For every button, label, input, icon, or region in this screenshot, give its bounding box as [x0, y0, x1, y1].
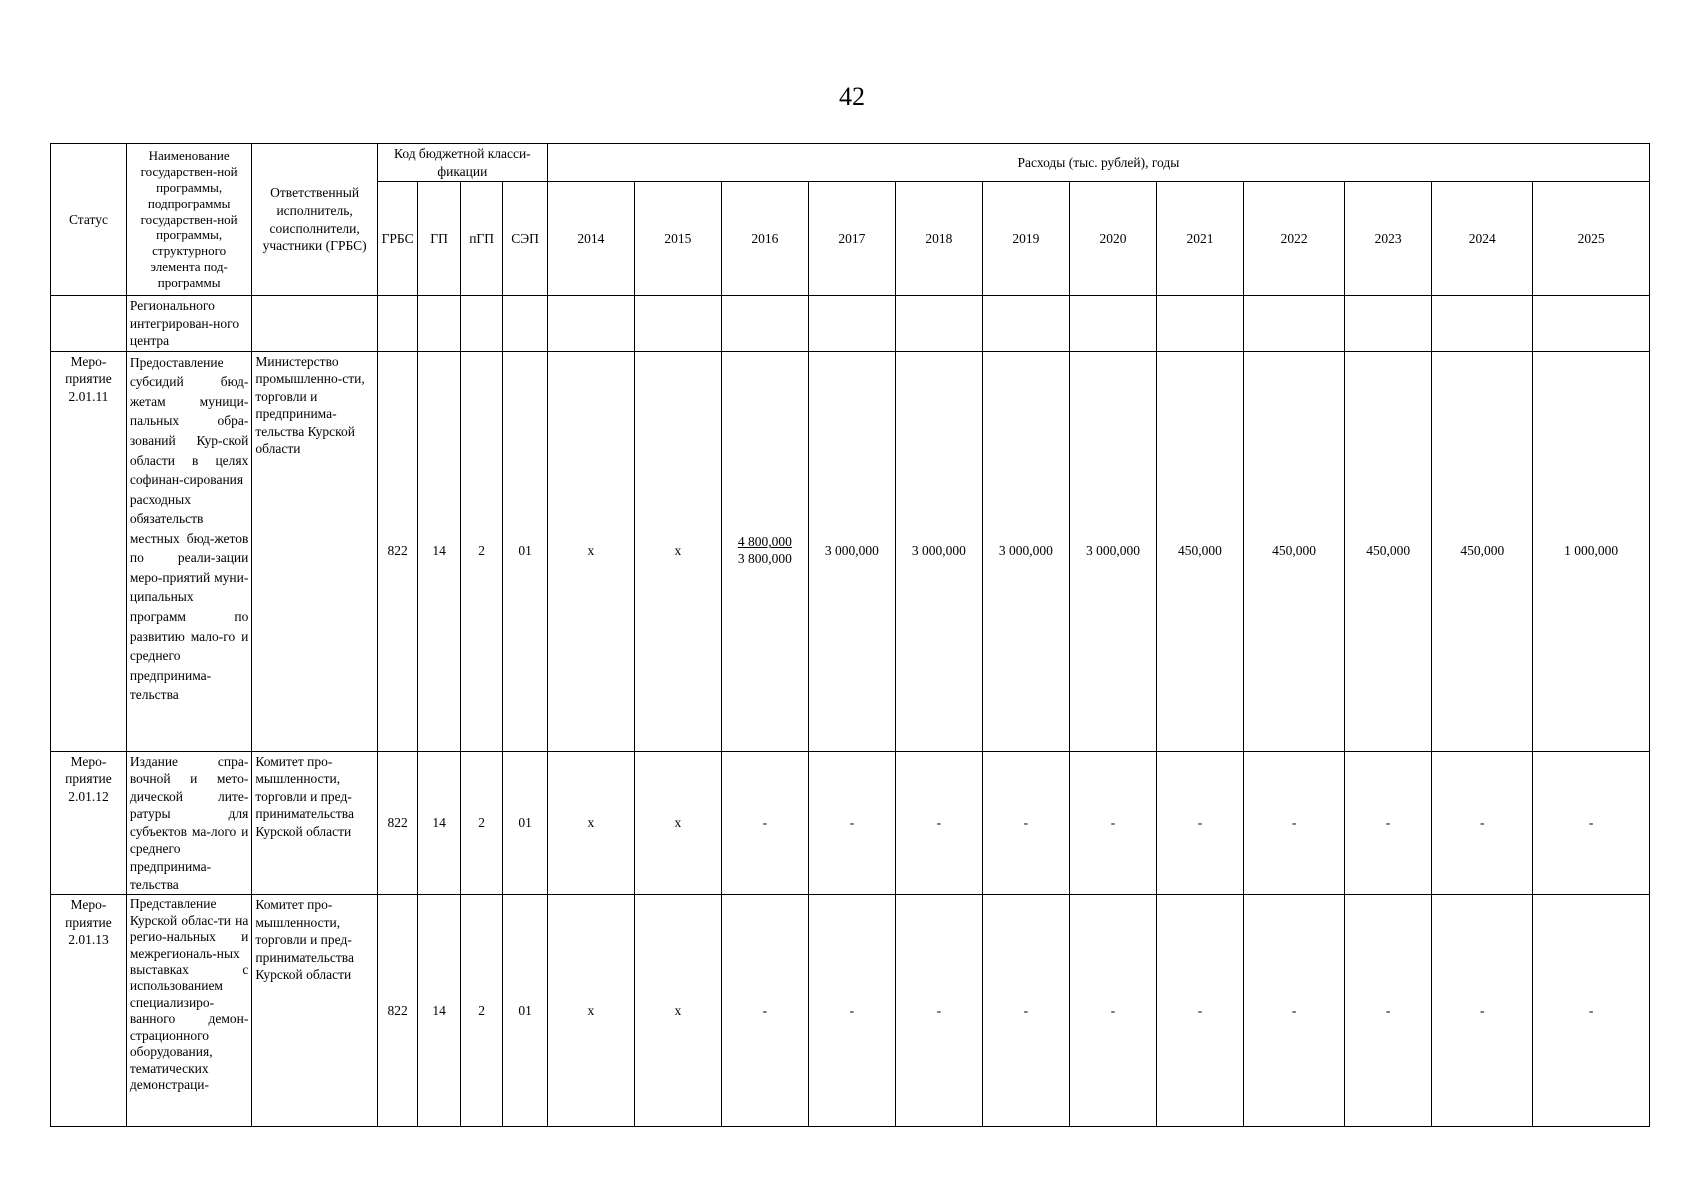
- row-value: х: [634, 895, 721, 1127]
- row-value: [895, 296, 982, 352]
- row-value: 450,000: [1345, 351, 1432, 751]
- row-value: -: [982, 895, 1069, 1127]
- row-value: х: [547, 751, 634, 894]
- value-2016-new: 3 800,000: [737, 551, 792, 567]
- header-year: 2017: [808, 182, 895, 296]
- row-value-2016: [721, 351, 808, 751]
- table-row: [51, 895, 1650, 1127]
- header-year: 2018: [895, 182, 982, 296]
- row-status: Меро-приятие 2.01.13: [51, 895, 127, 1127]
- row-value: 3 000,000: [982, 351, 1069, 751]
- row-value: -: [1345, 751, 1432, 894]
- row-value: [1345, 296, 1432, 352]
- table-row: [51, 751, 1650, 894]
- row-code: 822: [377, 895, 417, 1127]
- row-name: Регионального интегрирован-ного центра: [126, 296, 251, 352]
- row-code: 822: [377, 751, 417, 894]
- header-year: 2016: [721, 182, 808, 296]
- header-status: Статус: [51, 144, 127, 296]
- row-value: [1243, 296, 1344, 352]
- header-code-gp: ГП: [418, 182, 461, 296]
- header-year: 2020: [1069, 182, 1156, 296]
- row-value: -: [982, 751, 1069, 894]
- row-value: -: [1069, 751, 1156, 894]
- table-row: [51, 296, 1650, 352]
- row-value: х: [547, 351, 634, 751]
- row-status: Меро-приятие 2.01.11: [51, 351, 127, 751]
- header-name: Наименование государствен-ной программы, подпрограммы государствен-ной программы, структурного элемента под-программы: [126, 144, 251, 296]
- row-value: [721, 296, 808, 352]
- row-value: х: [547, 895, 634, 1127]
- row-value: [1069, 296, 1156, 352]
- header-code-sep: СЭП: [503, 182, 548, 296]
- row-value: -: [1432, 751, 1533, 894]
- budget-table: [50, 143, 1650, 1127]
- row-value: -: [1156, 751, 1243, 894]
- header-year: 2019: [982, 182, 1069, 296]
- row-name: Издание спра-вочной и мето-дической лите-ратуры для субъектов ма-лого и среднего предпринима-тельства: [126, 751, 251, 894]
- row-value: -: [721, 895, 808, 1127]
- row-responsible: [252, 296, 377, 352]
- row-value: -: [1345, 895, 1432, 1127]
- row-status: [51, 296, 127, 352]
- row-value: -: [1243, 751, 1344, 894]
- header-year: 2024: [1432, 182, 1533, 296]
- header-responsible: Ответственный исполнитель, соисполнители, участники (ГРБС): [252, 144, 377, 296]
- row-value: [1156, 296, 1243, 352]
- row-code: 14: [418, 751, 461, 894]
- row-value: -: [1533, 751, 1650, 894]
- row-value: [808, 296, 895, 352]
- row-value: [1432, 296, 1533, 352]
- row-value: -: [1156, 895, 1243, 1127]
- row-value: -: [895, 895, 982, 1127]
- header-code-grbs: ГРБС: [377, 182, 417, 296]
- header-expenses: Расходы (тыс. рублей), годы: [547, 144, 1649, 182]
- row-value: -: [808, 751, 895, 894]
- row-value: х: [634, 751, 721, 894]
- row-code: [460, 296, 503, 352]
- row-code: [377, 296, 417, 352]
- row-value: -: [895, 751, 982, 894]
- row-responsible: Министерство промышленно-сти, торговли и предпринима-тельства Курской области: [252, 351, 377, 751]
- row-code: 822: [377, 351, 417, 751]
- row-name: Представление Курской облас-ти на регио-нальных и межрегиональ-ных выставках с использованием специализиро-ванного демон-страционного оборудования, тематических демонстраци-: [126, 895, 251, 1127]
- page-number: 42: [839, 82, 865, 111]
- row-code: [503, 296, 548, 352]
- row-value: [1533, 296, 1650, 352]
- row-code: 14: [418, 351, 461, 751]
- row-value: 450,000: [1156, 351, 1243, 751]
- row-value: -: [1533, 895, 1650, 1127]
- row-code: 01: [503, 751, 548, 894]
- row-code: [418, 296, 461, 352]
- row-value: 1 000,000: [1533, 351, 1650, 751]
- row-code: 01: [503, 895, 548, 1127]
- row-value: 3 000,000: [895, 351, 982, 751]
- row-value: -: [1432, 895, 1533, 1127]
- header-year: 2021: [1156, 182, 1243, 296]
- row-responsible: Комитет про-мышленности, торговли и пред-принимательства Курской области: [252, 895, 377, 1127]
- row-value: -: [1069, 895, 1156, 1127]
- row-value: [547, 296, 634, 352]
- header-year: 2015: [634, 182, 721, 296]
- row-value: [634, 296, 721, 352]
- header-year: 2023: [1345, 182, 1432, 296]
- header-year: 2025: [1533, 182, 1650, 296]
- row-code: 14: [418, 895, 461, 1127]
- row-value: 3 000,000: [1069, 351, 1156, 751]
- row-value: -: [721, 751, 808, 894]
- row-value: х: [634, 351, 721, 751]
- row-code: 2: [460, 895, 503, 1127]
- row-value: [982, 296, 1069, 352]
- row-code: 2: [460, 751, 503, 894]
- row-name: Предоставление субсидий бюд-жетам муници-пальных обра-зований Кур-ской области в целях софинан-сирования расходных обязательств местных бюд-жетов по реали-зации меро-приятий муни-ципальных программ по развитию мало-го и среднего предпринима-тельства: [126, 351, 251, 751]
- table-row: [51, 351, 1650, 751]
- row-status: Меро-приятие 2.01.12: [51, 751, 127, 894]
- row-value: -: [1243, 895, 1344, 1127]
- row-value: 450,000: [1432, 351, 1533, 751]
- header-year: 2014: [547, 182, 634, 296]
- row-code: 2: [460, 351, 503, 751]
- value-2016-old: 4 800,000: [737, 534, 792, 550]
- row-value: -: [808, 895, 895, 1127]
- row-value: 3 000,000: [808, 351, 895, 751]
- row-value: 450,000: [1243, 351, 1344, 751]
- row-code: 01: [503, 351, 548, 751]
- header-code-pgp: пГП: [460, 182, 503, 296]
- header-year: 2022: [1243, 182, 1344, 296]
- row-responsible: Комитет про-мышленности, торговли и пред-принимательства Курской области: [252, 751, 377, 894]
- header-budget-code: Код бюджетной класси-фикации: [377, 144, 547, 182]
